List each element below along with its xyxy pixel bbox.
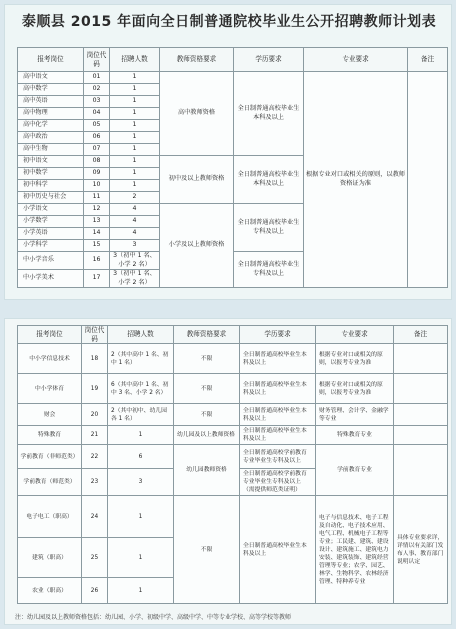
col-header-note: 备注	[408, 48, 448, 72]
post-cell: 小学数学	[18, 216, 84, 228]
col-header-post: 报考岗位	[18, 326, 82, 344]
table-row	[18, 445, 448, 469]
edu-cell-primary-a: 全日制普通高校毕业生专科及以上	[234, 204, 304, 252]
table-row	[18, 72, 448, 84]
num-cell: 1	[110, 96, 160, 108]
num-cell: 4	[110, 216, 160, 228]
num-cell: 6	[108, 445, 174, 469]
post-cell: 中小学体育	[18, 374, 82, 404]
qual-cell: 不限	[174, 404, 240, 426]
post-cell: 中小学音乐	[18, 252, 84, 270]
code-cell: 24	[82, 496, 108, 538]
qual-cell: 幼儿园及以上教师资格	[174, 426, 240, 445]
code-cell: 26	[82, 578, 108, 604]
footnote: 注：幼儿园及以上教师资格包括：幼儿园、小学、初级中学、高级中学、中等专业学校、高等学校等教师	[15, 614, 292, 621]
num-cell: 1	[108, 426, 174, 445]
table-row	[18, 496, 448, 538]
code-cell: 23	[82, 469, 108, 496]
num-cell: 6（其中高中 1 名、初中 3 名、小学 2 名）	[108, 374, 174, 404]
major-cell: 根据专业对口或相关的原则，以教师资格证为准	[304, 72, 408, 288]
num-cell: 3	[108, 469, 174, 496]
code-cell: 20	[82, 404, 108, 426]
code-cell: 07	[84, 144, 110, 156]
edu-cell-mid: 全日制普通高校毕业生本科及以上	[234, 156, 304, 204]
qual-cell: 不限	[174, 374, 240, 404]
col-header-num: 招聘人数	[110, 48, 160, 72]
edu-cell-primary-b: 全日制普通高校毕业生专科及以上	[234, 252, 304, 288]
edu-cell: 全日制普通高校学前教育专业毕业生专科及以上（需提供师范类证明）	[240, 469, 316, 496]
num-cell: 1	[110, 144, 160, 156]
edu-cell: 全日制普通高校毕业生本科及以上	[240, 404, 316, 426]
col-header-note: 备注	[394, 326, 448, 344]
edu-cell: 全日制普通高校毕业生本科及以上	[240, 374, 316, 404]
recruitment-plan-table-2	[17, 325, 448, 604]
table-row	[18, 374, 448, 404]
post-cell: 小学语文	[18, 204, 84, 216]
col-header-edu: 学历要求	[234, 48, 304, 72]
num-cell: 2（其中初中、幼儿园各 1 名）	[108, 404, 174, 426]
code-cell: 01	[84, 72, 110, 84]
code-cell: 22	[82, 445, 108, 469]
num-cell: 3	[110, 240, 160, 252]
note-cell	[394, 374, 448, 404]
note-cell	[394, 445, 448, 496]
post-cell: 高中语文	[18, 72, 84, 84]
major-cell-preschool: 学前教育专业	[316, 445, 394, 496]
code-cell: 04	[84, 108, 110, 120]
post-cell: 初中科学	[18, 180, 84, 192]
edu-cell: 全日制普通高校学前教育专业毕业生专科及以上	[240, 445, 316, 469]
page-title: 泰顺县 2015 年面向全日制普通院校毕业生公开招聘教师计划表	[21, 14, 437, 30]
col-header-code: 岗位代码	[84, 48, 110, 72]
code-cell: 10	[84, 180, 110, 192]
edu-cell-vocational: 全日制普通高校毕业生本科及以上	[240, 496, 316, 604]
num-cell: 2	[110, 192, 160, 204]
code-cell: 12	[84, 204, 110, 216]
code-cell: 09	[84, 168, 110, 180]
num-cell: 1	[110, 72, 160, 84]
num-cell: 1	[110, 108, 160, 120]
post-cell: 高中政治	[18, 132, 84, 144]
col-header-major: 专业要求	[316, 326, 394, 344]
major-cell: 根据专业对口或相关的原则，以报考专业为准	[316, 344, 394, 374]
table1-header	[18, 48, 448, 72]
qual-cell: 不限	[174, 344, 240, 374]
code-cell: 11	[84, 192, 110, 204]
post-cell: 初中历史与社会	[18, 192, 84, 204]
post-cell: 初中数学	[18, 168, 84, 180]
note-cell	[394, 404, 448, 426]
code-cell: 13	[84, 216, 110, 228]
major-cell: 财务管理、会计学、金融学等专业	[316, 404, 394, 426]
num-cell: 3（初中 1 名、小学 2 名）	[110, 252, 160, 270]
post-cell: 高中英语	[18, 96, 84, 108]
note-cell	[394, 426, 448, 445]
edu-cell: 全日制普通高校毕业生本科及以上	[240, 426, 316, 445]
plan-page-1	[4, 4, 452, 300]
code-cell: 21	[82, 426, 108, 445]
col-header-post: 报考岗位	[18, 48, 84, 72]
num-cell: 1	[110, 120, 160, 132]
num-cell: 4	[110, 204, 160, 216]
post-cell: 中小学美术	[18, 270, 84, 288]
num-cell: 3（初中 1 名、小学 2 名）	[110, 270, 160, 288]
col-header-edu: 学历要求	[240, 326, 316, 344]
num-cell: 4	[110, 228, 160, 240]
qual-cell-high: 高中教师资格	[160, 72, 234, 156]
table-row	[18, 344, 448, 374]
post-cell: 学前教育（师范类）	[18, 469, 82, 496]
major-cell: 根据专业对口或相关的原则，以报考专业为准	[316, 374, 394, 404]
note-cell	[394, 344, 448, 374]
post-cell: 中小学信息技术	[18, 344, 82, 374]
table-row	[18, 404, 448, 426]
post-cell: 电子电工（职高）	[18, 496, 82, 538]
qual-cell-primary: 小学及以上教师资格	[160, 204, 234, 288]
post-cell: 特殊教育	[18, 426, 82, 445]
code-cell: 03	[84, 96, 110, 108]
post-cell: 高中生物	[18, 144, 84, 156]
recruitment-plan-table-1	[17, 47, 448, 288]
num-cell: 1	[110, 156, 160, 168]
post-cell: 小学英语	[18, 228, 84, 240]
table-row	[18, 426, 448, 445]
code-cell: 19	[82, 374, 108, 404]
qual-cell-preschool: 幼儿园教师资格	[174, 445, 240, 496]
col-header-num: 招聘人数	[108, 326, 174, 344]
qual-cell-vocational: 不限	[174, 496, 240, 604]
code-cell: 06	[84, 132, 110, 144]
post-cell: 农业（职高）	[18, 578, 82, 604]
num-cell: 2（其中高中 1 名、初中 1 名）	[108, 344, 174, 374]
post-cell: 高中物理	[18, 108, 84, 120]
col-header-qual: 教师资格要求	[174, 326, 240, 344]
post-cell: 财会	[18, 404, 82, 426]
num-cell: 1	[110, 132, 160, 144]
col-header-code: 岗位代码	[82, 326, 108, 344]
post-cell: 学前教育（非师范类）	[18, 445, 82, 469]
post-cell: 高中数学	[18, 84, 84, 96]
major-cell-vocational: 电子与信息技术、电子工程及自动化、电子技术应用、电气工程、机械电子工程等专业；工民建、建筑、建设设计、建筑施工、建筑电力安装、建筑装饰、建筑经营管理等专业；农学、园艺、林学、生物科学、农林经济管理、特种养专业	[316, 496, 394, 604]
qual-cell-mid: 初中及以上教师资格	[160, 156, 234, 204]
major-cell: 特殊教育专业	[316, 426, 394, 445]
code-cell: 05	[84, 120, 110, 132]
post-cell: 初中语文	[18, 156, 84, 168]
col-header-qual: 教师资格要求	[160, 48, 234, 72]
code-cell: 16	[84, 252, 110, 270]
code-cell: 18	[82, 344, 108, 374]
num-cell: 1	[110, 84, 160, 96]
col-header-major: 专业要求	[304, 48, 408, 72]
edu-cell-high: 全日制普通高校毕业生本科及以上	[234, 72, 304, 156]
num-cell: 1	[110, 168, 160, 180]
code-cell: 15	[84, 240, 110, 252]
plan-page-2	[4, 318, 452, 625]
num-cell: 1	[108, 496, 174, 538]
code-cell: 02	[84, 84, 110, 96]
note-cell-vocational: 具体专业要求详，详情以有关部门发布人事、教育部门说明认定	[394, 496, 448, 604]
note-cell	[408, 72, 448, 288]
num-cell: 1	[108, 578, 174, 604]
num-cell: 1	[108, 538, 174, 578]
post-cell: 小学科学	[18, 240, 84, 252]
post-cell: 高中化学	[18, 120, 84, 132]
num-cell: 1	[110, 180, 160, 192]
post-cell: 建筑（职高）	[18, 538, 82, 578]
code-cell: 17	[84, 270, 110, 288]
table2-header	[18, 326, 448, 344]
edu-cell: 全日制普通高校毕业生本科及以上	[240, 344, 316, 374]
code-cell: 25	[82, 538, 108, 578]
code-cell: 14	[84, 228, 110, 240]
code-cell: 08	[84, 156, 110, 168]
